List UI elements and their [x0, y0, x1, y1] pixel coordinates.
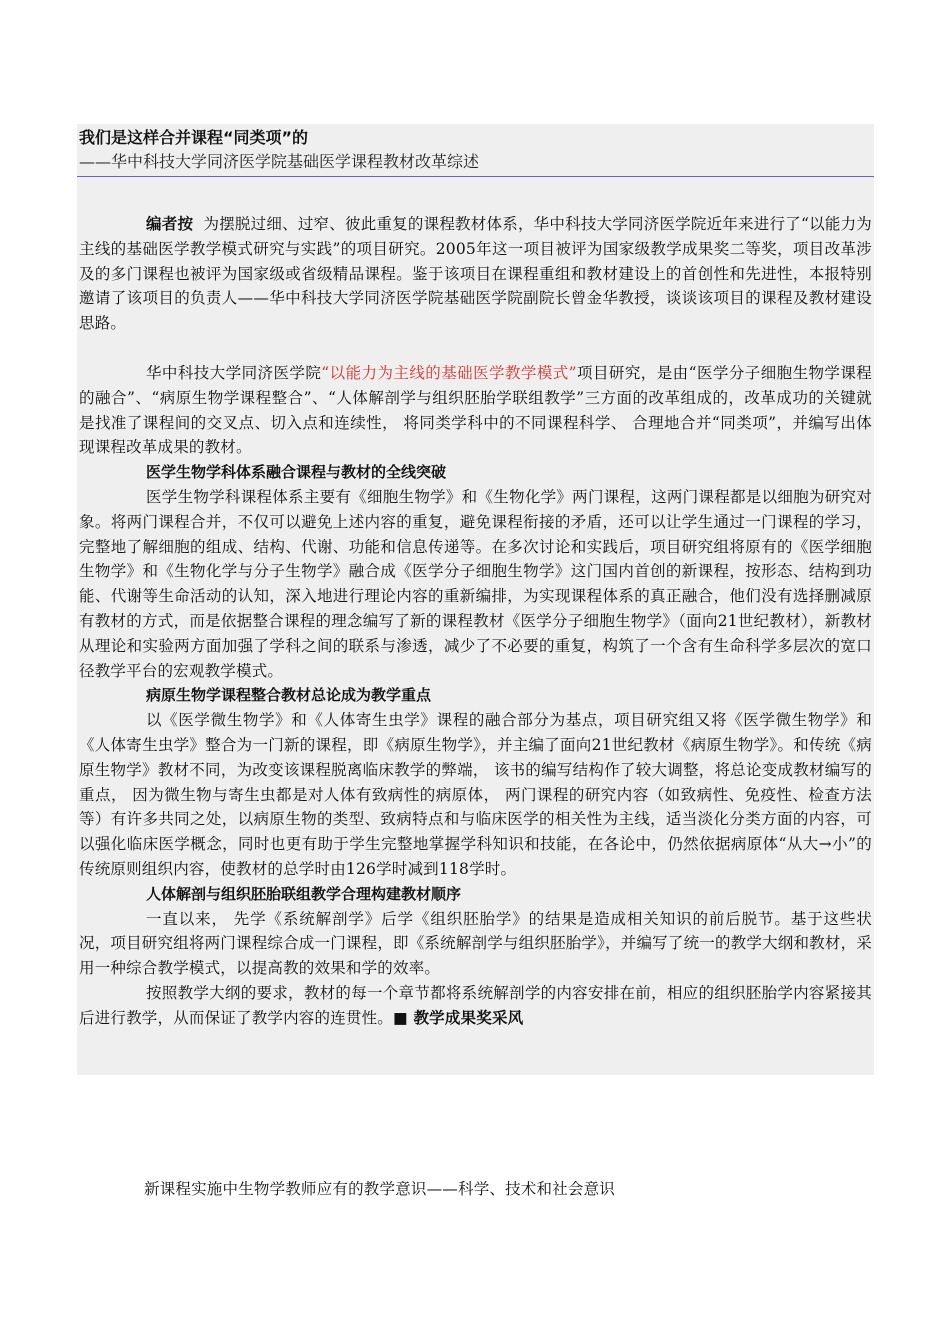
section-1-paragraph-1: 医学生物学科课程体系主要有《细胞生物学》和《生物化学》两门课程，这两门课程都是以细胞为研究对象。将两门课程合并，不仅可以避免上述内容的重复，避免课程衔接的矛盾，还可以让学生通过一门课程的学习，完整地了解细胞的组成、结构、代谢、功能和信息传递等。在多次讨论和实践后，项目研究组将原有的《医学细胞生物学》和《生物化学与分子生物学》融合成《医学分子细胞生物学》这门国内首创的新课程，按形态、结构到功能、代谢等生命活动的认知，深入地进行理论内容的重新编排，为实现课程体系的真正融合，他们没有选择删减原有教材的方式，而是依据整合课程的理念编写了新的课程教材《医学分子细胞生物学》（面向21世纪教材），新教材从理论和实验两方面加强了学科之间的联系与渗透，减少了不必要的重复，构筑了一个含有生命科学多层次的宽口径教学平台的宏观教学模式。 — [79, 487, 872, 680]
title-divider — [77, 176, 874, 177]
section-3-paragraph-2-text: 按照教学大纲的要求，教材的每一个章节都将系统解剖学的内容安排在前，相应的组织胚胎学内容紧接其后进行教学，从而保证了教学内容的连贯性。 — [79, 983, 872, 1027]
section-3-paragraph-2 — [79, 981, 872, 1031]
end-mark: ■ 教学成果奖采风 — [393, 1008, 524, 1027]
lead-paragraph — [79, 361, 872, 460]
related-article-title: 新课程实施中生物学教师应有的教学意识——科学、技术和社会意识 — [144, 1180, 616, 1198]
section-heading-2: 病原生物学课程整合教材总论成为教学重点 — [146, 686, 432, 705]
lead-after: 项目研究，是由“医学分子细胞生物学课程的融合”、“病原生物学课程整合”、“人体解剖学与组织胚胎学联组教学”三方面的改革组成的，改革成功的关键就是找准了课程间的交叉点、切入点和连续性， 将同类学科中的不同课程科学、 合理地合并“同类项”，并编写出体现课程改革成果的教材。 — [79, 363, 873, 457]
article-title: 我们是这样合并课程“同类项”的 — [79, 128, 309, 147]
article-subtitle: ——华中科技大学同济医学院基础医学课程教材改革综述 — [79, 152, 480, 171]
editor-note — [79, 212, 872, 336]
section-3-paragraph-1: 一直以来， 先学《系统解剖学》后学《组织胚胎学》的结果是造成相关知识的前后脱节。基于这些状况，项目研究组将两门课程综合成一门课程，即《系统解剖学与组织胚胎学》，并编写了统一的教学大纲和教材，采用一种综合教学模式，以提高教的效果和学的效率。 — [79, 909, 872, 978]
section-heading-3: 人体解剖与组织胚胎联组教学合理构建教材顺序 — [146, 884, 462, 903]
lead-highlight: “以能力为主线的基础医学教学模式” — [321, 363, 577, 382]
lead-before: 华中科技大学同济医学院 — [146, 363, 322, 382]
editor-note-text: 为摆脱过细、过窄、彼此重复的课程教材体系，华中科技大学同济医学院近年来进行了“以能力为主线的基础医学教学模式研究与实践”的项目研究。2005年这一项目被评为国家级教学成果奖二等奖，项目改革涉及的多门课程也被评为国家级或省级精品课程。鉴于该项目在课程重组和教材建设上的首创性和先进性，本报特别邀请了该项目的负责人——华中科技大学同济医学院基础医学院副院长曾金华教授，谈谈该项目的课程及教材建设思路。 — [79, 215, 872, 333]
editor-note-label: 编者按 — [146, 215, 194, 233]
section-2-paragraph-1: 以《医学微生物学》和《人体寄生虫学》课程的融合部分为基点，项目研究组又将《医学微生物学》和《人体寄生虫学》整合为一门新的课程，即《病原生物学》，并主编了面向21世纪教材《病原生物学》。和传统《病原生物学》教材不同，为改变该课程脱离临床教学的弊端， 该书的编写结构作了较大调整，将总论变成教材编写的重点， 因为微生物与寄生虫都是对人体有致病性的病原体， 两门课程的研究内容（如致病性、免疫性、检查方法等）有许多共同之处，以病原生物的类型、致病特点和与临床医学的相关性为主线，适当淡化分类方面的内容，可以强化临床医学概念，同时也更有助于学生完整地掌握学科知识和技能，在各论中，仍然依据病原体“从大→小”的传统原则组织内容，使教材的总学时由126学时减到118学时。 — [79, 711, 872, 878]
article-body — [77, 212, 874, 1031]
section-heading-1: 医学生物学科体系融合课程与教材的全线突破 — [146, 463, 447, 482]
article — [77, 124, 874, 1075]
